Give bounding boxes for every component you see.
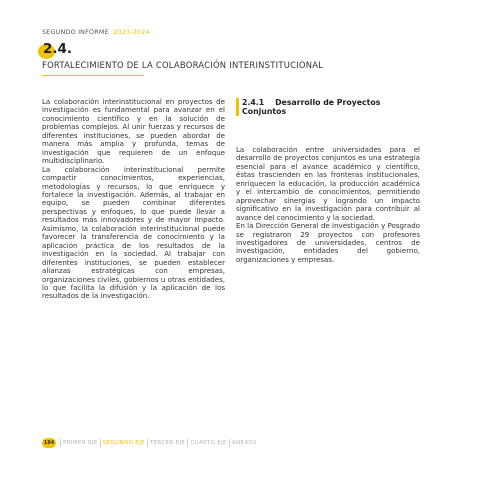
section-number: 2.4.	[43, 41, 73, 57]
subsection-title-line2: Conjuntos	[242, 107, 287, 116]
page-number: 184	[43, 440, 55, 446]
section-title-underline	[42, 75, 144, 76]
report-name: SEGUNDO INFORME	[42, 28, 109, 36]
section-title: FORTALECIMIENTO DE LA COLABORACIÓN INTERINSTITUCIONAL	[42, 60, 324, 70]
right-paragraph-1: La colaboración entre universidades para el desarrollo de proyectos conjuntos es una estrategia esencial para el avance académico y científico, éstas trascienden en las fronteras institucionales, enriquecen la educación, la producción académica y el intercambio de conocimientos, permitiendo aprovechar sinergias y logrando un impacto significativo en la investigación para contribuir al avance del conocimiento y la sociedad.	[236, 145, 420, 222]
tab-segundo-eje[interactable]: SEGUNDO EJE	[100, 439, 147, 447]
right-paragraph-2: En la Dirección General de Investigación y Posgrado se registraron 29 proyectos con profesores investigadores de universidades, centros de investigación, entidades del gobierno, organizaciones y empresas.	[236, 221, 420, 264]
tab-tercer-eje[interactable]: TERCER EJE	[147, 439, 187, 447]
tab-primer-eje[interactable]: PRIMER EJE	[60, 439, 100, 447]
tab-cuarto-eje[interactable]: CUARTO EJE	[187, 439, 229, 447]
subsection-number: 2.4.1	[242, 98, 265, 107]
section-number-badge	[38, 41, 73, 58]
subsection-accent-bar	[236, 98, 239, 116]
left-paragraph-2: La colaboración interinstitucional permite compartir conocimientos, experiencias, metodologías y recursos, lo que enriquece y fortalece la investigación. Además, al trabajar en equipo, se pueden combinar diferentes perspectivas y enfoques, lo que puede llevar a resultados más innovadores y de mayor impacto. Asimismo, la colaboración interinstitucional puede favorecer la transferencia de conocimiento y la aplicación práctica de los resultados de la investigación en la sociedad. Al trabajar con diferentes instituciones, se pueden establecer alianzas estratégicas con empresas, organizaciones civiles, gobiernos u otras entidades, lo que facilita la difusión y la aplicación de los resultados de la investigación.	[42, 164, 225, 301]
subsection-heading	[236, 98, 420, 116]
running-header	[42, 28, 150, 36]
report-years: 2023-2024	[113, 28, 150, 36]
right-column	[236, 98, 420, 264]
left-column	[42, 98, 225, 301]
footer-nav	[42, 437, 259, 449]
tab-anexos[interactable]: ANEXOS	[229, 439, 259, 447]
subsection-title-line1: Desarrollo de Proyectos	[275, 98, 381, 107]
left-paragraph-1: La colaboración interinstitucional en proyectos de investigación es fundamental para avanzar en el conocimiento científico y en la solución de problemas complejos. Al unir fuerzas y recursos de diferentes instituciones, se pueden abordar de manera más amplia y profunda, temas de investigación que requieren de un enfoque multidisciplinario.	[42, 97, 225, 166]
